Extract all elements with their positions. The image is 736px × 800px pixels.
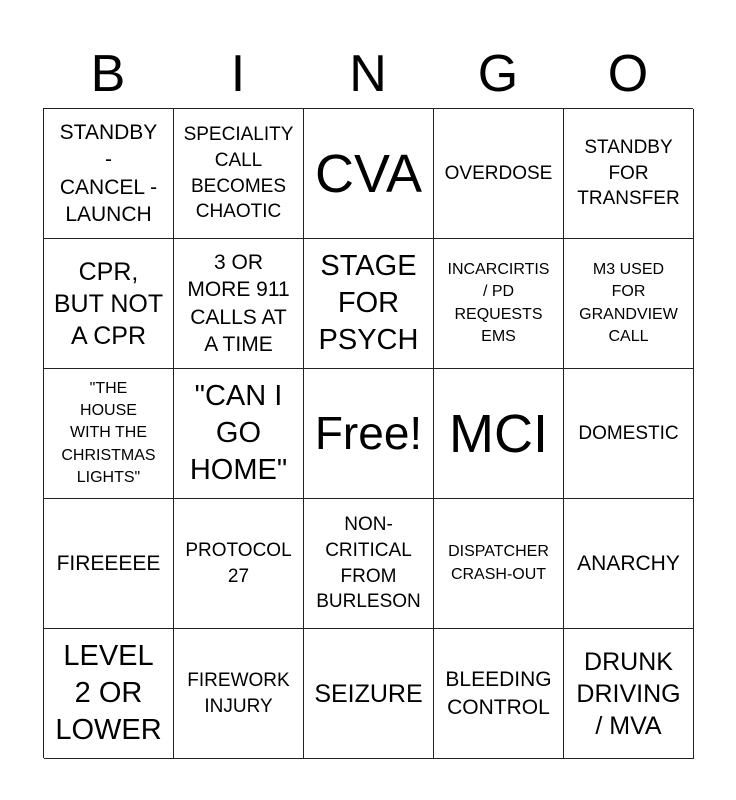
- bingo-cell-r5-c2[interactable]: [174, 629, 304, 759]
- bingo-cell-r3-c1[interactable]: [44, 369, 174, 499]
- cell-label: ANARCHY: [577, 551, 680, 575]
- bingo-cell-r4-c1[interactable]: [44, 499, 174, 629]
- cell-label: Free!: [314, 407, 423, 460]
- cell-label: STANDBY FOR TRANSFER: [577, 137, 680, 210]
- bingo-cell-r1-c1[interactable]: [44, 109, 174, 239]
- bingo-cell-r2-c2[interactable]: [174, 239, 304, 369]
- cell-label: "THE HOUSE WITH THE CHRISTMAS LIGHTS": [61, 379, 156, 487]
- cell-label: CVA: [314, 143, 423, 204]
- bingo-cell-r4-c3[interactable]: [304, 499, 434, 629]
- cell-label: DISPATCHER CRASH-OUT: [448, 543, 549, 583]
- header-letter-n: N: [349, 45, 387, 103]
- header-letter-o: O: [607, 45, 649, 103]
- cell-label: STAGE FOR PSYCH: [318, 249, 419, 357]
- bingo-cell-r4-c2[interactable]: [174, 499, 304, 629]
- bingo-cell-r3-c4[interactable]: [434, 369, 564, 499]
- cell-label: BLEEDING CONTROL: [445, 668, 552, 719]
- cell-label: M3 USED FOR GRANDVIEW CALL: [579, 260, 678, 345]
- bingo-board: [43, 108, 693, 758]
- cell-label: OVERDOSE: [444, 162, 553, 184]
- cell-label: NON- CRITICAL FROM BURLESON: [316, 514, 421, 613]
- bingo-cell-r4-c5[interactable]: [564, 499, 694, 629]
- cell-label: CPR, BUT NOT A CPR: [53, 257, 164, 350]
- bingo-cell-r2-c1[interactable]: [44, 239, 174, 369]
- bingo-cell-r5-c4[interactable]: [434, 629, 564, 759]
- bingo-cell-r3-c2[interactable]: [174, 369, 304, 499]
- bingo-cell-r1-c4[interactable]: [434, 109, 564, 239]
- bingo-cell-r4-c4[interactable]: [434, 499, 564, 629]
- bingo-cell-r5-c3[interactable]: [304, 629, 434, 759]
- bingo-cell-r1-c2[interactable]: [174, 109, 304, 239]
- header-letter-i: I: [230, 45, 246, 103]
- cell-label: SEIZURE: [314, 679, 423, 708]
- cell-label: STANDBY - CANCEL - LAUNCH: [59, 120, 158, 226]
- cell-label: MCI: [449, 403, 548, 464]
- bingo-cell-r1-c5[interactable]: [564, 109, 694, 239]
- cell-label: INCARCIRTIS / PD REQUESTS EMS: [447, 260, 550, 345]
- cell-label: PROTOCOL 27: [185, 539, 292, 587]
- cell-label: FIREWORK INJURY: [187, 669, 290, 717]
- bingo-header: [43, 40, 693, 108]
- cell-label: 3 OR MORE 911 CALLS AT A TIME: [187, 250, 290, 356]
- header-letter-g: G: [477, 45, 519, 103]
- cell-label: LEVEL 2 OR LOWER: [55, 639, 162, 747]
- header-letter-b: B: [90, 45, 126, 103]
- bingo-cell-r3-c5[interactable]: [564, 369, 694, 499]
- bingo-cell-r5-c5[interactable]: [564, 629, 694, 759]
- bingo-cell-r5-c1[interactable]: [44, 629, 174, 759]
- cell-label: DOMESTIC: [578, 422, 679, 444]
- cell-label: SPECIALITY CALL BECOMES CHAOTIC: [183, 124, 294, 223]
- bingo-cell-r2-c3[interactable]: [304, 239, 434, 369]
- cell-label: DRUNK DRIVING / MVA: [576, 647, 681, 740]
- bingo-cell-r1-c3[interactable]: [304, 109, 434, 239]
- cell-label: FIREEEEE: [56, 551, 161, 575]
- cell-label: "CAN I GO HOME": [189, 379, 288, 487]
- bingo-cell-r3-c3[interactable]: [304, 369, 434, 499]
- bingo-cell-r2-c5[interactable]: [564, 239, 694, 369]
- bingo-cell-r2-c4[interactable]: [434, 239, 564, 369]
